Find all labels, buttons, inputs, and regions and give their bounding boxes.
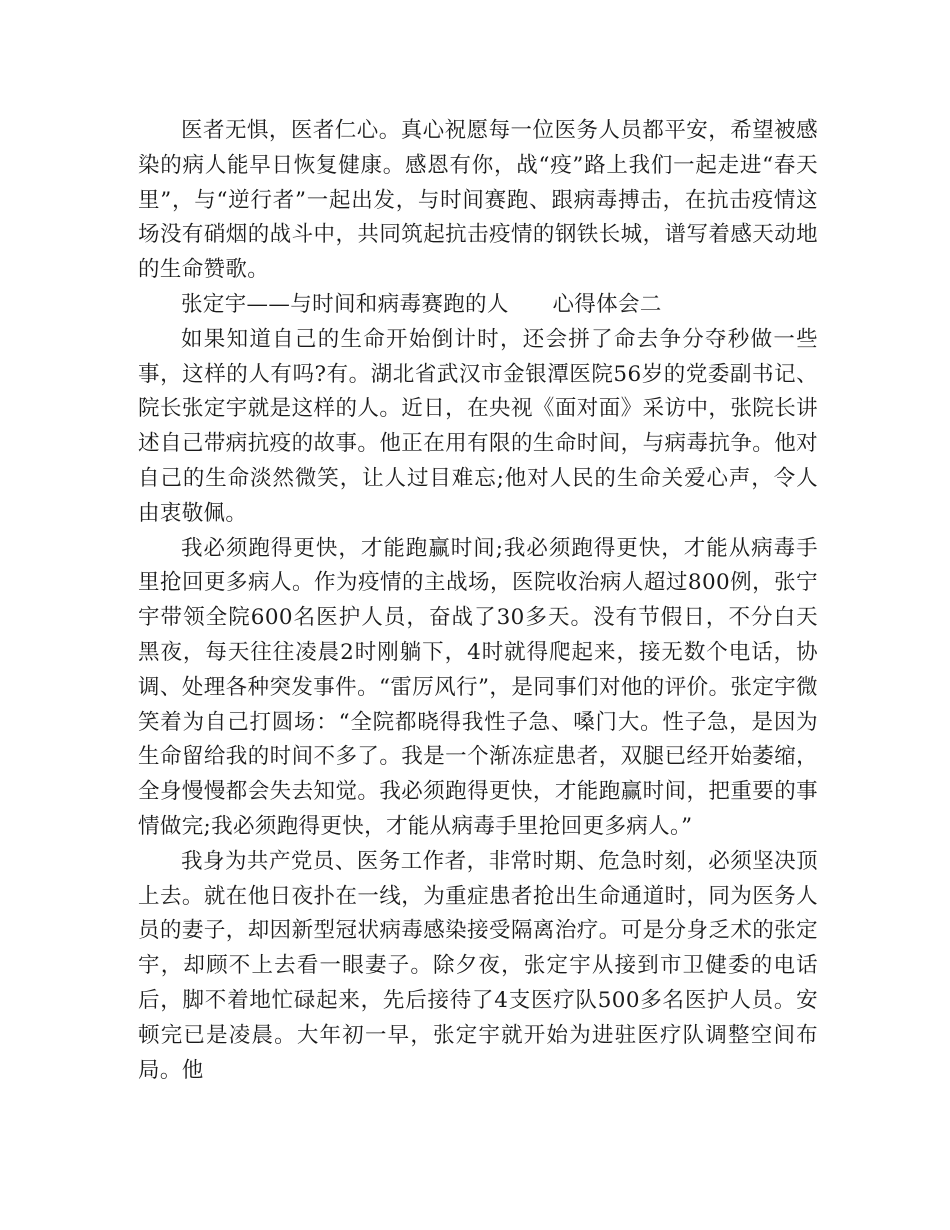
- paragraph-3: 我身为共产党员、医务工作者，非常时期、危急时刻，必须坚决顶上去。就在他日夜扑在一线，为重症患者抢出生命通道时，同为医务人员的妻子，却因新型冠状病毒感染接受隔离治疗。可是分身乏术的张定宇，却顾不上去看一眼妻子。除夕夜，张定宇从接到市卫健委的电话后，脚不着地忙碌起来，先后接待了4支医疗队500多名医护人员。安顿完已是凌晨。大年初一早，张定宇就开始为进驻医疗队调整空间布局。他: [138, 848, 818, 1083]
- document-body: [138, 114, 818, 1088]
- paragraph-1: 如果知道自己的生命开始倒计时，还会拼了命去争分夺秒做一些事，这样的人有吗?有。湖北省武汉市金银潭医院56岁的党委副书记、院长张定宇就是这样的人。近日，在央视《面对面》采访中，张院长讲述自己带病抗疫的故事。他正在用有限的生命时间，与病毒抗争。他对自己的生命淡然微笑，让人过目难忘;他对人民的生命关爱心声，令人由衷敬佩。: [138, 326, 818, 526]
- paragraph-2: 我必须跑得更快，才能跑赢时间;我必须跑得更快，才能从病毒手里抢回更多病人。作为疫情的主战场，医院收治病人超过800例，张宁宇带领全院600名医护人员，奋战了30多天。没有节假日，不分白天黑夜，每天往往凌晨2时刚躺下，4时就得爬起来，接无数个电话，协调、处理各种突发事件。“雷厉风行”，是同事们对他的评价。张定宇微笑着为自己打圆场：“全院都晓得我性子急、嗓门大。性子急，是因为生命留给我的时间不多了。我是一个渐冻症患者，双腿已经开始萎缩，全身慢慢都会失去知觉。我必须跑得更快，才能跑赢时间，把重要的事情做完;我必须跑得更快，才能从病毒手里抢回更多病人。”: [138, 535, 818, 839]
- paragraph-intro: 医者无惧，医者仁心。真心祝愿每一位医务人员都平安，希望被感染的病人能早日恢复健康。感恩有你，战“疫”路上我们一起走进“春天里”，与“逆行者”一起出发，与时间赛跑、跟病毒搏击，在抗击疫情这场没有硝烟的战斗中，共同筑起抗击疫情的钢铁长城，谱写着感天动地的生命赞歌。: [138, 118, 818, 283]
- section-heading: 张定宇——与时间和病毒赛跑的人 心得体会二: [181, 291, 662, 317]
